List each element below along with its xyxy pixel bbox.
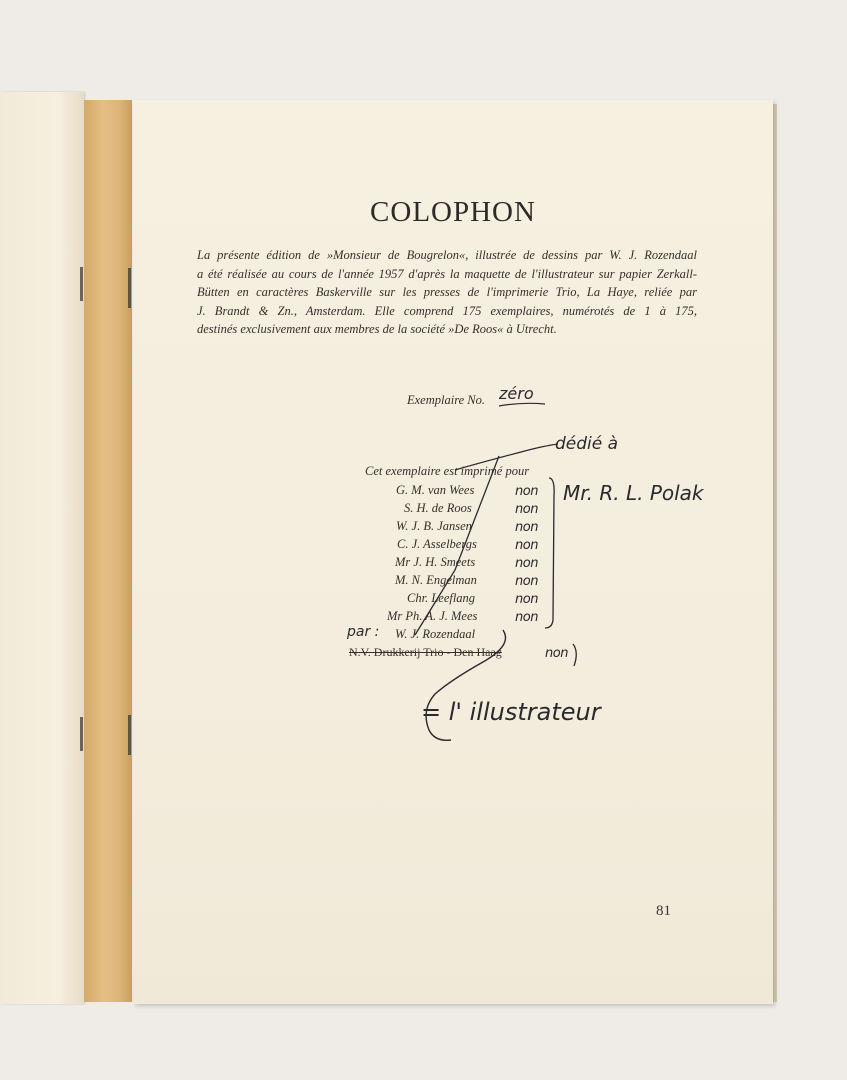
colophon-page [133,100,773,1004]
illustrator-name: W. J. Rozendaal [395,627,476,641]
recipient-name: G. M. van Wees [396,483,475,497]
dedicatee-handwritten: Mr. R. L. Polak [563,481,704,505]
page-number: 81 [656,903,671,919]
recipient-mark: non [515,484,538,499]
recipient-name: M. N. Engelman [395,573,477,587]
recipient-name: W. J. B. Jansen [396,519,472,533]
handwritten-strokes [133,100,773,1004]
recipient-mark: non [515,556,538,571]
recipient-name: Mr J. H. Smeets [395,555,476,569]
recipient-mark: non [515,502,538,517]
colophon-line: La présente édition de »Monsieur de Bougrelon«, illustrée de dessins par W. J. Rozendaal [197,248,697,262]
colophon-line: Bütten en caractères Baskerville sur les presses de l'imprimerie Trio, La Haye, reliée par [197,285,697,300]
recipient-mark: non [515,538,538,553]
binding-stitch [128,268,131,308]
recipient-mark: non [515,574,538,589]
colophon-line: destinés exclusivement aux membres de la société »De Roos« à Utrecht. [197,322,557,337]
recipient-mark: non [515,610,538,625]
page-title: COLOPHON [370,196,536,228]
binding-stitch [80,717,83,751]
printer-struck: N.V. Drukkerij Trio - Den Haag [349,645,502,659]
recipient-name: Mr Ph. A. J. Mees [387,609,478,623]
printed-for-label: Cet exemplaire est imprimé pour [365,464,530,478]
handwriting-stroke [499,403,545,406]
binding-stitch [80,267,83,301]
colophon-line: a été réalisée au cours de l'année 1957 d'après la maquette de l'illustrateur sur papier Zerkall- [197,266,697,281]
recipient-name: Chr. Leeflang [407,591,476,605]
printer-mark: non [545,646,568,661]
recipient-mark: non [515,520,538,535]
illustrateur-handwritten: = l' illustrateur [421,698,601,726]
handwriting-stroke [455,444,558,470]
binding-stitch [128,715,131,755]
handwriting-stroke [426,630,505,740]
book-spine [84,100,132,1002]
recipient-name: S. H. de Roos [404,501,472,515]
exemplaire-label: Exemplaire No. [407,393,485,407]
recipient-mark: non [515,592,538,607]
left-page [0,92,84,1004]
exemplaire-number-handwritten: zéro [499,384,534,403]
dedication-handwritten: dédié à [555,434,619,454]
recipient-name: C. J. Asselbergs [397,537,477,551]
handwriting-stroke [545,478,554,628]
handwriting-stroke [573,644,576,666]
colophon-line: J. Brandt & Zn., Amsterdam. Elle comprend 175 exemplaires, numérotés de 1 à 175, [197,303,697,318]
par-handwritten: par : [347,624,380,640]
handwriting-stroke [415,456,499,635]
